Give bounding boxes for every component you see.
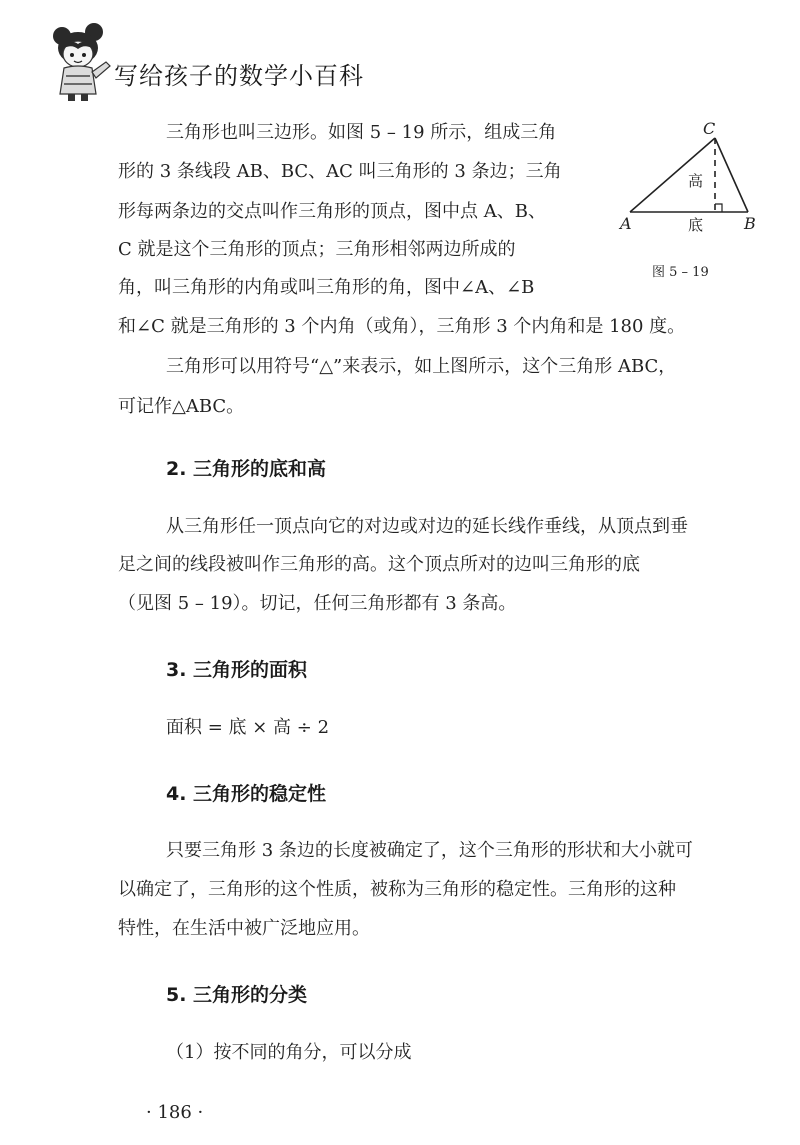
- base-height-line-3: （见图 5 – 19）。切记，任何三角形都有 3 条高。: [118, 593, 517, 614]
- intro-line-6: 和∠C 就是三角形的 3 个内角（或角），三角形 3 个内角和是 180 度。: [118, 316, 686, 337]
- stability-line-3: 特性，在生活中被广泛地应用。: [118, 918, 370, 939]
- book-title: 写给孩子的数学小百科: [114, 62, 364, 90]
- girl-mascot-icon: [48, 22, 120, 102]
- area-formula: 面积 = 底 × 高 ÷ 2: [166, 717, 330, 738]
- base-height-line-2: 足之间的线段被叫作三角形的高。这个顶点所对的边叫三角形的底: [118, 554, 640, 575]
- vertex-c-label: C: [703, 119, 716, 138]
- classification-item-1: （1）按不同的角分，可以分成: [166, 1042, 412, 1063]
- vertex-b-label: B: [744, 214, 756, 233]
- height-label: 高: [688, 172, 704, 190]
- stability-line-2: 以确定了，三角形的这个性质，被称为三角形的稳定性。三角形的这种: [118, 879, 676, 900]
- intro-line-2: 形的 3 条线段 AB、BC、AC 叫三角形的 3 条边；三角: [118, 161, 562, 182]
- vertex-a-label: A: [620, 214, 632, 233]
- intro-line-5: 角，叫三角形的内角或叫三角形的角，图中∠A、∠B: [118, 277, 535, 298]
- intro-line-3: 形每两条边的交点叫作三角形的顶点，图中点 A、B、: [118, 201, 546, 222]
- triangle-diagram: [610, 116, 780, 296]
- page-header: [48, 22, 408, 102]
- section-heading-stability: 4. 三角形的稳定性: [166, 783, 327, 805]
- figure-caption: 图 5 – 19: [652, 265, 709, 280]
- triangle-figure: [610, 116, 780, 296]
- right-angle-mark: [715, 204, 722, 212]
- symbol-line-1: 三角形可以用符号“△”来表示，如上图所示，这个三角形 ABC，: [166, 356, 677, 377]
- intro-line-1: 三角形也叫三边形。如图 5 – 19 所示，组成三角: [166, 122, 557, 143]
- base-height-line-1: 从三角形任一顶点向它的对边或对边的延长线作垂线，从顶点到垂: [166, 516, 688, 537]
- intro-line-4: C 就是这个三角形的顶点；三角形相邻两边所成的: [118, 239, 516, 260]
- symbol-line-2: 可记作△ABC。: [118, 396, 245, 417]
- section-heading-base-height: 2. 三角形的底和高: [166, 458, 327, 480]
- section-heading-classification: 5. 三角形的分类: [166, 984, 308, 1006]
- stability-line-1: 只要三角形 3 条边的长度被确定了，这个三角形的形状和大小就可: [166, 840, 693, 861]
- section-heading-area: 3. 三角形的面积: [166, 659, 308, 681]
- base-label: 底: [688, 216, 704, 234]
- page-number: · 186 ·: [146, 1102, 204, 1123]
- side-bc: [715, 138, 748, 212]
